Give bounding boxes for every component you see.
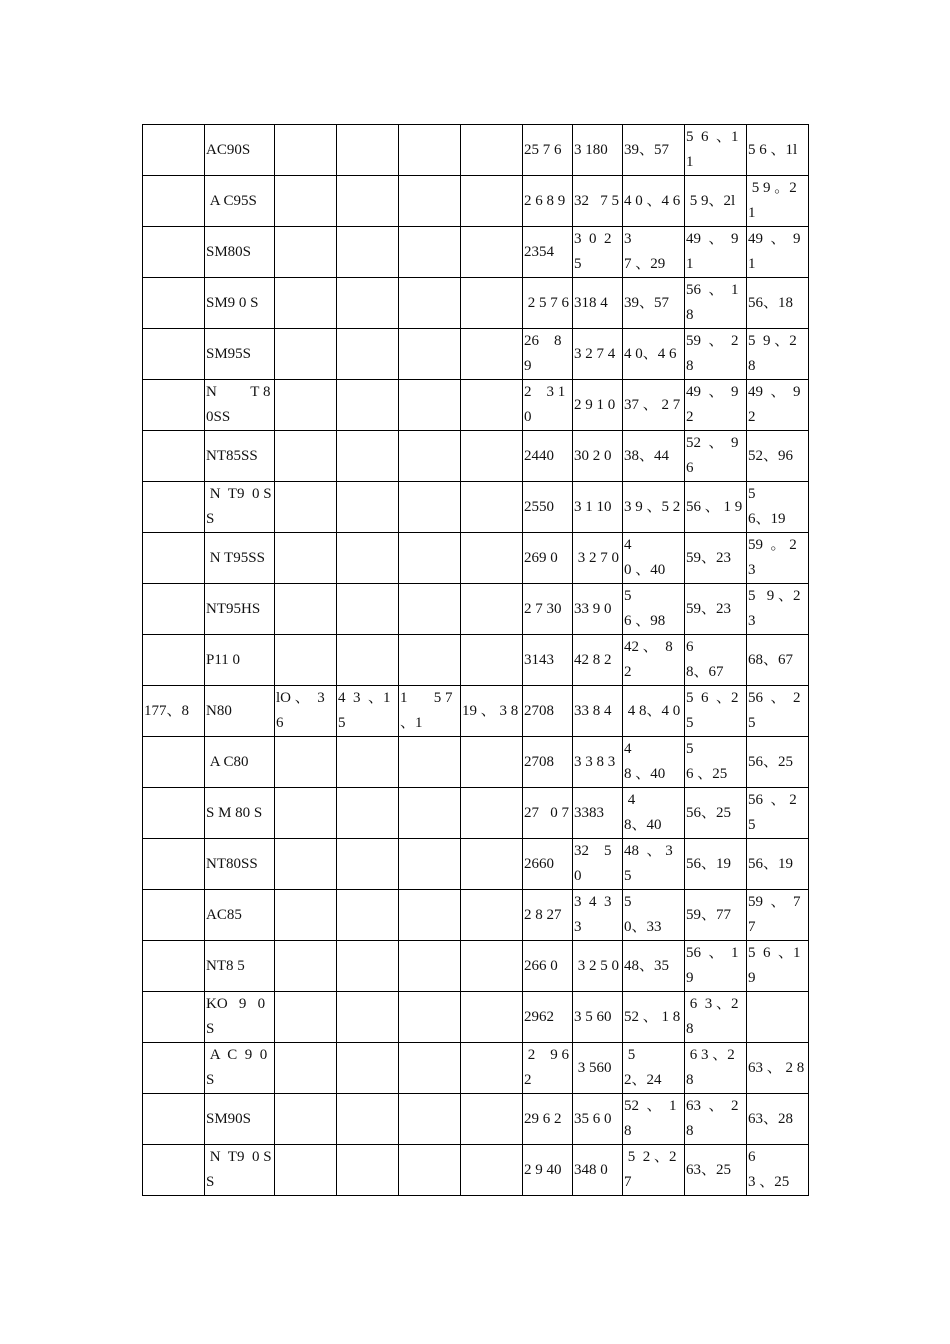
table-cell bbox=[337, 941, 399, 992]
table-cell: 177、8 bbox=[143, 686, 205, 737]
table-cell: 1 5 7 、1 bbox=[399, 686, 461, 737]
table-row bbox=[143, 278, 809, 329]
table-row bbox=[143, 839, 809, 890]
table-cell: A C 9 0 S bbox=[205, 1043, 275, 1094]
table-cell: SM9 0 S bbox=[205, 278, 275, 329]
table-row bbox=[143, 1094, 809, 1145]
table-cell: 4 0 、40 bbox=[623, 533, 685, 584]
table-cell: 3 1 10 bbox=[573, 482, 623, 533]
table-cell bbox=[399, 227, 461, 278]
table-cell: 52 、 1 8 bbox=[623, 1094, 685, 1145]
table-cell: N T9 0 S S bbox=[205, 1145, 275, 1196]
table-cell bbox=[275, 941, 337, 992]
table-cell bbox=[461, 1145, 523, 1196]
table-cell bbox=[337, 227, 399, 278]
table-cell: 59、77 bbox=[685, 890, 747, 941]
table-cell: NT8 5 bbox=[205, 941, 275, 992]
table-cell: 3143 bbox=[523, 635, 573, 686]
table-cell: S M 80 S bbox=[205, 788, 275, 839]
table-cell: 4 0、4 6 bbox=[623, 329, 685, 380]
table-cell: 2 9 40 bbox=[523, 1145, 573, 1196]
table-cell: 48 、 3 5 bbox=[623, 839, 685, 890]
table-cell: 56 、 1 8 bbox=[685, 278, 747, 329]
table-cell bbox=[143, 227, 205, 278]
table-cell bbox=[461, 329, 523, 380]
table-cell bbox=[461, 533, 523, 584]
table-cell: 52 、 9 6 bbox=[685, 431, 747, 482]
table-cell: 56 、 1 9 bbox=[685, 941, 747, 992]
table-cell: 3 2 7 0 bbox=[573, 533, 623, 584]
table-cell bbox=[337, 380, 399, 431]
table-cell bbox=[337, 125, 399, 176]
table-cell: 68、67 bbox=[747, 635, 809, 686]
table-cell: 32 7 5 bbox=[573, 176, 623, 227]
table-cell: 52、96 bbox=[747, 431, 809, 482]
table-cell bbox=[399, 482, 461, 533]
table-row bbox=[143, 176, 809, 227]
table-cell: 5 9 、2 3 bbox=[747, 584, 809, 635]
table-cell: 59 、 7 7 bbox=[747, 890, 809, 941]
table-cell: SM95S bbox=[205, 329, 275, 380]
table-cell bbox=[461, 1094, 523, 1145]
table-cell bbox=[399, 890, 461, 941]
table-cell: 56 、 1 9 bbox=[685, 482, 747, 533]
table-row bbox=[143, 992, 809, 1043]
table-cell: 2 7 30 bbox=[523, 584, 573, 635]
table-cell bbox=[275, 482, 337, 533]
table-cell bbox=[399, 329, 461, 380]
table-cell: 6 3 、25 bbox=[747, 1145, 809, 1196]
data-table bbox=[142, 124, 809, 1196]
table-cell: 5 9、2l bbox=[685, 176, 747, 227]
table-cell: 49 、 9 1 bbox=[747, 227, 809, 278]
table-cell: 59、23 bbox=[685, 584, 747, 635]
table-row bbox=[143, 227, 809, 278]
table-cell bbox=[275, 380, 337, 431]
table-cell: NT85SS bbox=[205, 431, 275, 482]
table-cell bbox=[461, 380, 523, 431]
table-cell: 348 0 bbox=[573, 1145, 623, 1196]
table-cell bbox=[143, 1043, 205, 1094]
table-cell: 6 3 、2 8 bbox=[685, 992, 747, 1043]
table-cell bbox=[399, 788, 461, 839]
table-cell: 4 0 、4 6 bbox=[623, 176, 685, 227]
table-cell: 4 3 、1 5 bbox=[337, 686, 399, 737]
table-cell: 56 、 2 5 bbox=[747, 686, 809, 737]
table-cell bbox=[275, 533, 337, 584]
table-cell: 26 8 9 bbox=[523, 329, 573, 380]
table-cell: 2962 bbox=[523, 992, 573, 1043]
table-cell bbox=[143, 380, 205, 431]
table-cell bbox=[275, 431, 337, 482]
table-cell: 2 9 1 0 bbox=[573, 380, 623, 431]
table-cell: N T 80SS bbox=[205, 380, 275, 431]
table-cell: 3 560 bbox=[573, 1043, 623, 1094]
table-row bbox=[143, 788, 809, 839]
table-cell bbox=[337, 788, 399, 839]
table-cell: 2550 bbox=[523, 482, 573, 533]
table-cell: 49 、 9 1 bbox=[685, 227, 747, 278]
table-cell bbox=[143, 635, 205, 686]
table-cell bbox=[143, 890, 205, 941]
table-cell: 266 0 bbox=[523, 941, 573, 992]
table-cell: A C80 bbox=[205, 737, 275, 788]
table-cell: 39、57 bbox=[623, 125, 685, 176]
table-cell bbox=[399, 635, 461, 686]
table-cell: 2440 bbox=[523, 431, 573, 482]
table-cell bbox=[399, 125, 461, 176]
table-cell bbox=[399, 380, 461, 431]
table-cell: 5 2 、2 7 bbox=[623, 1145, 685, 1196]
table-cell bbox=[461, 431, 523, 482]
table-cell bbox=[337, 482, 399, 533]
table-cell bbox=[461, 839, 523, 890]
table-cell: 5 2、24 bbox=[623, 1043, 685, 1094]
table-cell: 5 6、19 bbox=[747, 482, 809, 533]
table-cell: 59、23 bbox=[685, 533, 747, 584]
table-cell bbox=[461, 278, 523, 329]
table-cell: 2708 bbox=[523, 737, 573, 788]
table-cell: 5 9 。2 1 bbox=[747, 176, 809, 227]
table-cell: 3 2 7 4 bbox=[573, 329, 623, 380]
table-cell: 5 6 、2 5 bbox=[685, 686, 747, 737]
table-cell bbox=[399, 737, 461, 788]
table-cell: AC90S bbox=[205, 125, 275, 176]
table-cell bbox=[337, 1145, 399, 1196]
table-cell: KO 9 0 S bbox=[205, 992, 275, 1043]
table-body bbox=[143, 125, 809, 1196]
table-cell: 56、25 bbox=[747, 737, 809, 788]
table-cell bbox=[461, 737, 523, 788]
table-cell: NT95HS bbox=[205, 584, 275, 635]
table-cell: 35 6 0 bbox=[573, 1094, 623, 1145]
table-cell bbox=[399, 941, 461, 992]
table-cell bbox=[461, 890, 523, 941]
table-cell bbox=[461, 1043, 523, 1094]
table-row bbox=[143, 431, 809, 482]
table-cell: 5 6 、1 1 bbox=[685, 125, 747, 176]
table-cell bbox=[337, 1043, 399, 1094]
table-cell: 4 8、40 bbox=[623, 788, 685, 839]
table-cell bbox=[337, 329, 399, 380]
table-cell bbox=[143, 737, 205, 788]
table-cell: 63 、 2 8 bbox=[747, 1043, 809, 1094]
table-cell bbox=[143, 125, 205, 176]
table-cell: 5 6 、1 9 bbox=[747, 941, 809, 992]
table-cell: 42 8 2 bbox=[573, 635, 623, 686]
table-cell: lO 、 3 6 bbox=[275, 686, 337, 737]
table-cell bbox=[143, 278, 205, 329]
table-row bbox=[143, 1145, 809, 1196]
table-cell bbox=[337, 278, 399, 329]
table-cell: 49 、 9 2 bbox=[685, 380, 747, 431]
table-cell: 38、44 bbox=[623, 431, 685, 482]
table-cell bbox=[337, 839, 399, 890]
table-cell: 5 6 、98 bbox=[623, 584, 685, 635]
table-cell bbox=[337, 584, 399, 635]
table-cell bbox=[143, 329, 205, 380]
table-cell bbox=[337, 737, 399, 788]
table-cell bbox=[461, 992, 523, 1043]
table-cell bbox=[461, 125, 523, 176]
table-cell bbox=[143, 584, 205, 635]
table-cell: 5 6 、25 bbox=[685, 737, 747, 788]
table-cell bbox=[337, 1094, 399, 1145]
table-row bbox=[143, 584, 809, 635]
table-cell bbox=[275, 1145, 337, 1196]
table-cell: 2 9 62 bbox=[523, 1043, 573, 1094]
table-row bbox=[143, 482, 809, 533]
table-cell bbox=[337, 992, 399, 1043]
table-cell: SM80S bbox=[205, 227, 275, 278]
table-cell: 49 、 9 2 bbox=[747, 380, 809, 431]
table-cell: 39、57 bbox=[623, 278, 685, 329]
table-cell: 29 6 2 bbox=[523, 1094, 573, 1145]
table-cell bbox=[275, 176, 337, 227]
table-cell bbox=[275, 788, 337, 839]
table-cell bbox=[399, 839, 461, 890]
table-cell bbox=[399, 1043, 461, 1094]
table-cell: 56、19 bbox=[685, 839, 747, 890]
table-cell bbox=[275, 1094, 337, 1145]
table-cell: 4 8 、40 bbox=[623, 737, 685, 788]
table-cell: 37 、 2 7 bbox=[623, 380, 685, 431]
table-cell: 19 、 3 8 bbox=[461, 686, 523, 737]
table-cell: 63 、 2 8 bbox=[685, 1094, 747, 1145]
table-cell: P11 0 bbox=[205, 635, 275, 686]
table-cell: 56、18 bbox=[747, 278, 809, 329]
table-cell: 5 9 、2 8 bbox=[747, 329, 809, 380]
table-cell: 2660 bbox=[523, 839, 573, 890]
table-cell: 3 0 2 5 bbox=[573, 227, 623, 278]
table-row bbox=[143, 1043, 809, 1094]
table-row bbox=[143, 686, 809, 737]
table-cell: 25 7 6 bbox=[523, 125, 573, 176]
table-cell: 3 180 bbox=[573, 125, 623, 176]
table-cell: N T95SS bbox=[205, 533, 275, 584]
table-cell bbox=[275, 125, 337, 176]
table-cell: 5 0、33 bbox=[623, 890, 685, 941]
table-cell bbox=[399, 176, 461, 227]
table-cell: 56、25 bbox=[685, 788, 747, 839]
table-cell bbox=[399, 1145, 461, 1196]
table-cell bbox=[143, 1094, 205, 1145]
table-cell: 2 5 7 6 bbox=[523, 278, 573, 329]
table-cell bbox=[275, 992, 337, 1043]
table-cell: 2 3 1 0 bbox=[523, 380, 573, 431]
table-cell: 2 8 27 bbox=[523, 890, 573, 941]
table-cell bbox=[143, 533, 205, 584]
table-cell bbox=[461, 482, 523, 533]
table-cell: 5 6 、1l bbox=[747, 125, 809, 176]
table-cell bbox=[461, 941, 523, 992]
table-cell: 33 8 4 bbox=[573, 686, 623, 737]
table-cell: 30 2 0 bbox=[573, 431, 623, 482]
table-cell bbox=[275, 584, 337, 635]
table-cell bbox=[399, 1094, 461, 1145]
table-cell: 32 5 0 bbox=[573, 839, 623, 890]
table-cell: 3 4 3 3 bbox=[573, 890, 623, 941]
table-row bbox=[143, 635, 809, 686]
table-cell: 318 4 bbox=[573, 278, 623, 329]
table-cell bbox=[143, 176, 205, 227]
table-row bbox=[143, 890, 809, 941]
table-row bbox=[143, 380, 809, 431]
table-cell: 52 、 1 8 bbox=[623, 992, 685, 1043]
table-cell bbox=[337, 635, 399, 686]
table-row bbox=[143, 329, 809, 380]
table-cell: 3 9 、5 2 bbox=[623, 482, 685, 533]
table-cell: AC85 bbox=[205, 890, 275, 941]
table-cell bbox=[275, 1043, 337, 1094]
table-cell: N80 bbox=[205, 686, 275, 737]
table-cell: 59 、 2 8 bbox=[685, 329, 747, 380]
table-cell bbox=[275, 278, 337, 329]
table-cell bbox=[461, 788, 523, 839]
table-row bbox=[143, 533, 809, 584]
table-cell: 2354 bbox=[523, 227, 573, 278]
table-cell bbox=[143, 788, 205, 839]
table-cell bbox=[461, 227, 523, 278]
table-cell bbox=[399, 584, 461, 635]
table-cell: 269 0 bbox=[523, 533, 573, 584]
table-cell: 2 6 8 9 bbox=[523, 176, 573, 227]
table-cell: 59 。 2 3 bbox=[747, 533, 809, 584]
table-cell bbox=[143, 839, 205, 890]
table-cell bbox=[399, 278, 461, 329]
table-cell bbox=[461, 584, 523, 635]
table-cell bbox=[399, 533, 461, 584]
table-row bbox=[143, 125, 809, 176]
table-cell bbox=[275, 737, 337, 788]
table-cell: A C95S bbox=[205, 176, 275, 227]
table-cell: 63、28 bbox=[747, 1094, 809, 1145]
table-cell: 42 、 8 2 bbox=[623, 635, 685, 686]
table-row bbox=[143, 737, 809, 788]
table-cell: 4 8、4 0 bbox=[623, 686, 685, 737]
table-cell bbox=[747, 992, 809, 1043]
table-cell: 48、35 bbox=[623, 941, 685, 992]
table-cell: 27 0 7 bbox=[523, 788, 573, 839]
table-cell bbox=[275, 839, 337, 890]
table-cell bbox=[275, 329, 337, 380]
table-cell bbox=[461, 635, 523, 686]
table-cell bbox=[275, 890, 337, 941]
table-cell bbox=[399, 431, 461, 482]
table-cell: 3 5 60 bbox=[573, 992, 623, 1043]
table-cell: 2708 bbox=[523, 686, 573, 737]
table-cell bbox=[143, 482, 205, 533]
table-cell bbox=[143, 941, 205, 992]
table-cell: 56 、 2 5 bbox=[747, 788, 809, 839]
table-cell bbox=[399, 992, 461, 1043]
table-cell: 63、25 bbox=[685, 1145, 747, 1196]
table-cell: 6 3 、2 8 bbox=[685, 1043, 747, 1094]
table-row bbox=[143, 941, 809, 992]
table-cell: 3 3 8 3 bbox=[573, 737, 623, 788]
table-cell: N T9 0 SS bbox=[205, 482, 275, 533]
table-cell bbox=[143, 431, 205, 482]
table-cell bbox=[143, 1145, 205, 1196]
table-cell bbox=[143, 992, 205, 1043]
table-cell: SM90S bbox=[205, 1094, 275, 1145]
table-cell: 3 7 、29 bbox=[623, 227, 685, 278]
table-cell bbox=[275, 227, 337, 278]
table-cell bbox=[337, 431, 399, 482]
table-cell: 3383 bbox=[573, 788, 623, 839]
table-cell bbox=[275, 635, 337, 686]
table-cell bbox=[461, 176, 523, 227]
table-cell: 3 2 5 0 bbox=[573, 941, 623, 992]
table-cell: NT80SS bbox=[205, 839, 275, 890]
table-cell bbox=[337, 890, 399, 941]
table-cell: 6 8、67 bbox=[685, 635, 747, 686]
table-cell: 33 9 0 bbox=[573, 584, 623, 635]
table-cell bbox=[337, 176, 399, 227]
table-cell bbox=[337, 533, 399, 584]
table-cell: 56、19 bbox=[747, 839, 809, 890]
